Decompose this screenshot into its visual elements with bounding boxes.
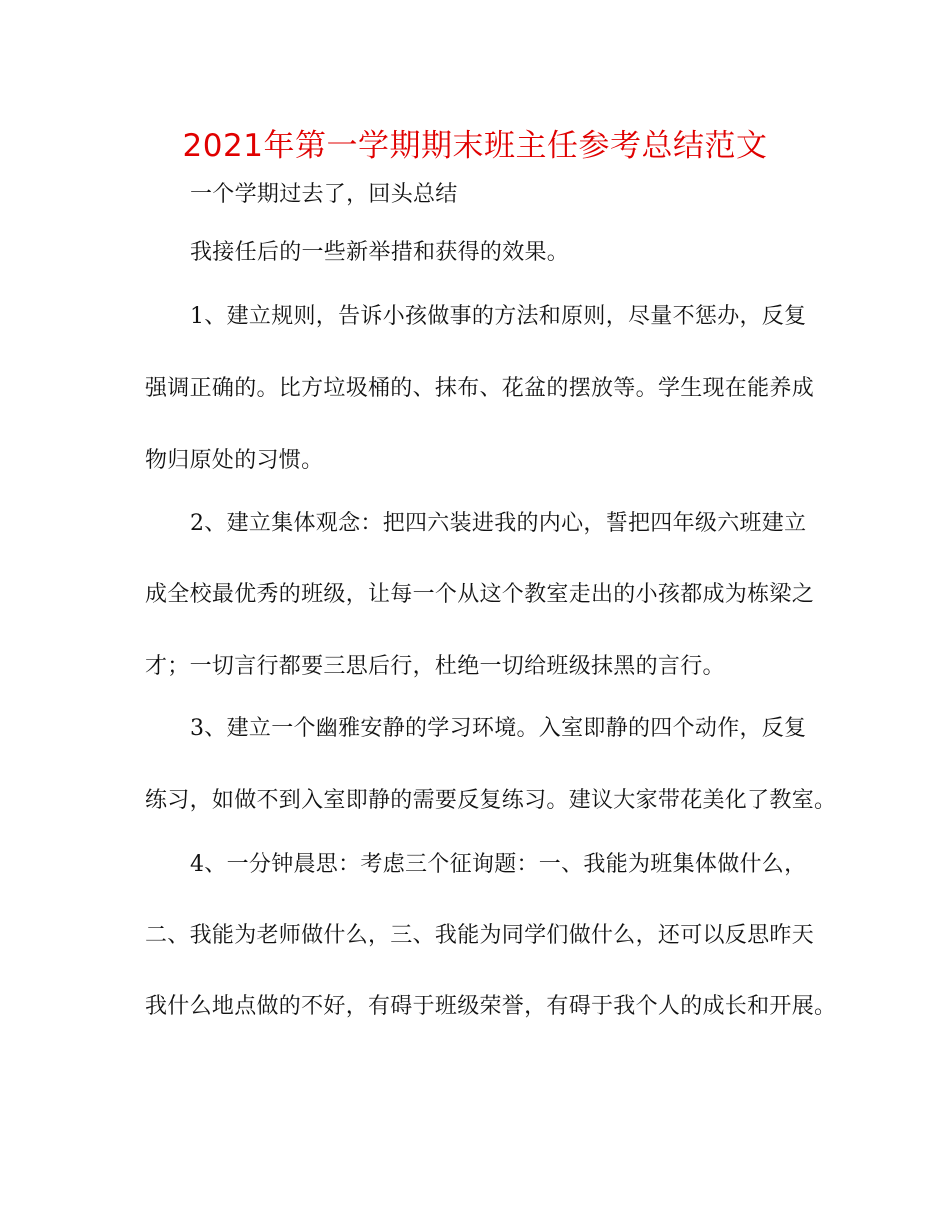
paragraph-line: 练习，如做不到入室即静的需要反复练习。建议大家带花美化了教室。 [145,788,837,813]
paragraph-line: 一个学期过去了，回头总结 [190,182,458,207]
paragraph-line: 二、我能为老师做什么，三、我能为同学们做什么，还可以反思昨天 [145,923,815,948]
document-title: 2021年第一学期期末班主任参考总结范文 [182,128,768,164]
paragraph-line: 强调正确的。比方垃圾桶的、抹布、花盆的摆放等。学生现在能养成 [145,376,815,401]
paragraph-line: 我什么地点做的不好，有碍于班级荣誉，有碍于我个人的成长和开展。 [145,994,837,1019]
paragraph-line: 物归原处的习惯。 [145,448,324,473]
paragraph-line: 1、建立规则，告诉小孩做事的方法和原则，尽量不惩办，反复 [190,304,807,329]
paragraph-line: 成全校最优秀的班级，让每一个从这个教室走出的小孩都成为栋梁之 [145,582,815,607]
paragraph-line: 4、一分钟晨思：考虑三个征询题：一、我能为班集体做什么， [190,852,807,877]
paragraph-line: 我接任后的一些新举措和获得的效果。 [190,240,570,265]
paragraph-line: 2、建立集体观念：把四六装进我的内心，誓把四年级六班建立 [190,511,807,536]
paragraph-line: 3、建立一个幽雅安静的学习环境。入室即静的四个动作，反复 [190,716,807,741]
paragraph-line: 才；一切言行都要三思后行，杜绝一切给班级抹黑的言行。 [145,654,725,679]
